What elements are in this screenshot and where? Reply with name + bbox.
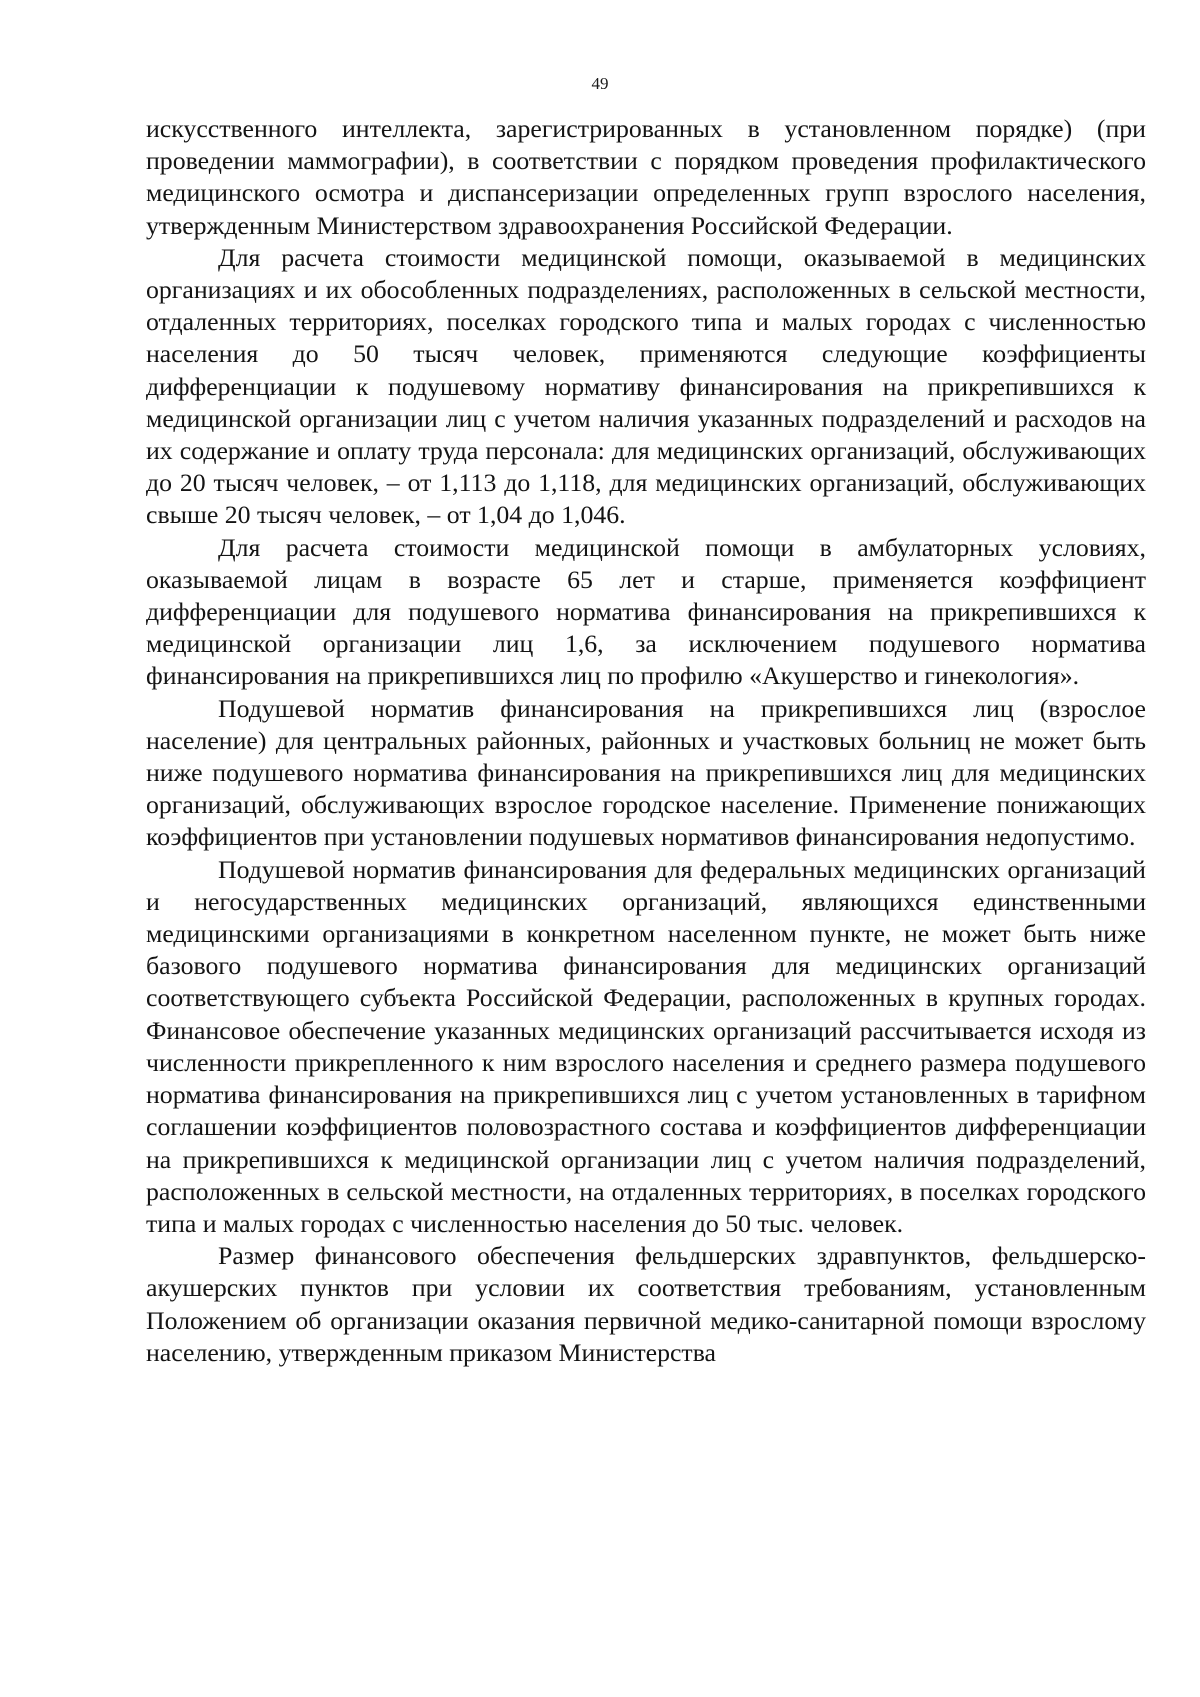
paragraph-district-hospitals: Подушевой норматив финансирования на прикрепившихся лиц (взрослое население) для центральных районных, районных и участковых больниц не может быть ниже подушевого норматива финансирования на прикрепившихся лиц для медицинских организаций, обслуживающих взрослое городское население. Применение понижающих коэффициентов при установлении подушевых нормативов финансирования недопустимо. [146,693,1146,852]
paragraph-rural-coefficients: Для расчета стоимости медицинской помощи, оказываемой в медицинских организациях и их обособленных подразделениях, расположенных в сельской местности, отдаленных территориях, поселках городского типа и малых городах с численностью населения до 50 тысяч человек, применяются следующие коэффициенты дифференциации к подушевому нормативу финансирования на прикрепившихся к медицинской организации лиц с учетом наличия указанных подразделений и расходов на их содержание и оплату труда персонала: для медицинских организаций, обслуживающих до 20 тысяч человек, – от 1,113 до 1,118, для медицинских организаций, обслуживающих свыше 20 тысяч человек, – от 1,04 до 1,046. [146,242,1146,530]
paragraph-feldsher-points: Размер финансового обеспечения фельдшерских здравпунктов, фельдшерско-акушерских пунктов при условии их соответствия требованиям, установленным Положением об организации оказания первичной медико-санитарной помощи взрослому населению, утвержденным приказом Министерства [146,1241,1146,1367]
document-body [146,113,1146,1369]
paragraph-federal-organizations: Подушевой норматив финансирования для федеральных медицинских организаций и негосударственных медицинских организаций, являющихся единственными медицинскими организациями в конкретном населенном пункте, не может быть ниже базового подушевого норматива финансирования для медицинских организаций соответствующего субъекта Российской Федерации, расположенных в крупных городах. Финансовое обеспечение указанных медицинских организаций рассчитывается исходя из численности прикрепленного к ним взрослого населения и среднего размера подушевого норматива финансирования на прикрепившихся лиц с учетом установленных в тарифном соглашении коэффициентов половозрастного состава и коэффициентов дифференциации на прикрепившихся к медицинской организации лиц с учетом наличия подразделений, расположенных в сельской местности, на отдаленных территориях, в поселках городского типа и малых городах с численностью населения до 50 тыс. человек. [146,854,1146,1238]
page-number: 49 [591,74,609,93]
paragraph-continuation: искусственного интеллекта, зарегистрированных в установленном порядке) (при проведении маммографии), в соответствии с порядком проведения профилактического медицинского осмотра и диспансеризации определенных групп взрослого населения, утвержденным Министерством здравоохранения Российской Федерации. [146,114,1146,240]
paragraph-elderly-coefficient: Для расчета стоимости медицинской помощи в амбулаторных условиях, оказываемой лицам в возрасте 65 лет и старше, применяется коэффициент дифференциации для подушевого норматива финансирования на прикрепившихся к медицинской организации лиц 1,6, за исключением подушевого норматива финансирования на прикрепившихся лиц по профилю «Акушерство и гинекология». [146,532,1146,691]
